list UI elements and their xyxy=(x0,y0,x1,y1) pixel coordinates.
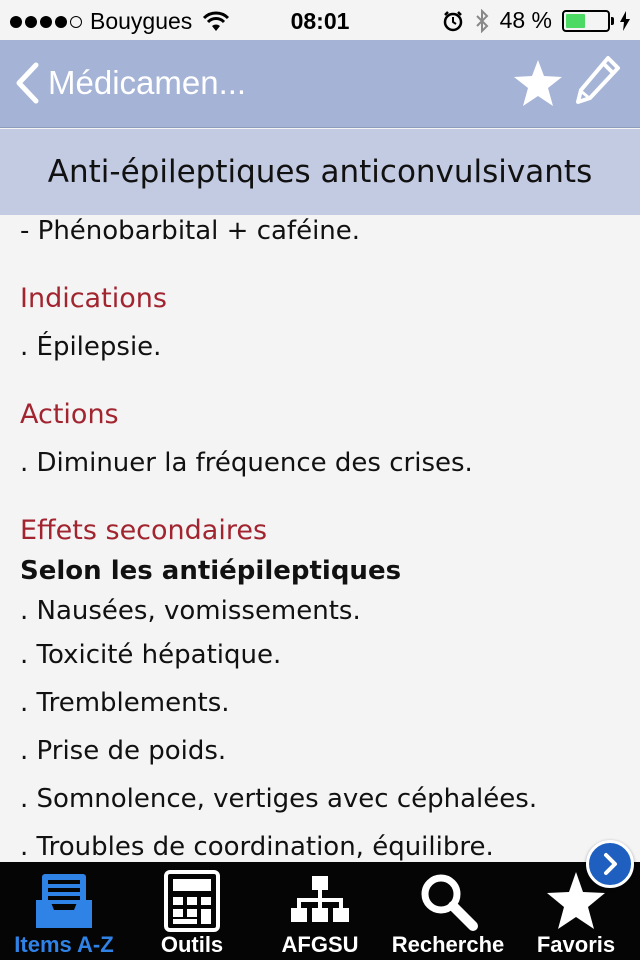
charging-bolt-icon xyxy=(620,11,630,31)
pencil-icon xyxy=(572,54,622,108)
list-item: . Somnolence, vertiges avec céphalées. xyxy=(20,784,538,814)
page-title: Anti-épileptiques anticonvulsivants xyxy=(47,154,593,190)
list-item: . Toxicité hépatique. xyxy=(20,640,282,670)
back-button[interactable] xyxy=(14,58,246,108)
tab-label: Favoris xyxy=(536,932,616,957)
list-item: . Tremblements. xyxy=(20,688,230,718)
chevron-right-icon xyxy=(598,852,622,876)
tab-label: AFGSU xyxy=(281,932,359,957)
edit-button[interactable] xyxy=(572,54,622,112)
tab-afgsu[interactable] xyxy=(256,862,384,960)
section-title-actions: Actions xyxy=(20,399,119,430)
tab-recherche[interactable] xyxy=(384,862,512,960)
status-right xyxy=(442,7,630,34)
page-title-banner xyxy=(0,129,640,215)
tab-outils[interactable] xyxy=(128,862,256,960)
bluetooth-icon xyxy=(474,9,490,33)
star-icon xyxy=(512,58,564,108)
tab-label: Items A-Z xyxy=(14,932,114,957)
inbox-tray-icon xyxy=(32,870,96,932)
carrier-name: Bouygues xyxy=(90,8,193,34)
list-item: . Nausées, vomissements. xyxy=(20,596,361,626)
favorite-button[interactable] xyxy=(512,58,564,112)
status-bar xyxy=(0,0,640,40)
section-title-effects: Effets secondaires xyxy=(20,515,268,546)
magnifier-icon xyxy=(417,870,479,932)
status-time: 08:01 xyxy=(290,8,350,34)
chevron-left-icon xyxy=(14,62,40,104)
battery-icon xyxy=(562,10,610,32)
effects-subheading: Selon les antiépileptiques xyxy=(20,556,402,586)
tab-label: Outils xyxy=(160,932,224,957)
list-item: . Diminuer la fréquence des crises. xyxy=(20,448,473,478)
back-button-label: Médicamen... xyxy=(48,64,247,101)
list-item: . Troubles de coordination, équilibre. xyxy=(20,832,494,862)
battery-level-fill xyxy=(566,14,585,28)
list-item: . Prise de poids. xyxy=(20,736,227,766)
content-body xyxy=(20,215,630,862)
battery-percent: 48 % xyxy=(499,7,552,33)
hierarchy-icon xyxy=(289,870,351,932)
content-area[interactable] xyxy=(0,215,640,862)
next-page-button[interactable] xyxy=(586,840,634,888)
tab-items-a-z[interactable] xyxy=(0,862,128,960)
section-title-indications: Indications xyxy=(20,283,167,314)
alarm-clock-icon xyxy=(442,10,464,32)
list-item: . Épilepsie. xyxy=(20,332,162,362)
drug-line: - Phénobarbital + caféine. xyxy=(20,216,361,246)
calculator-icon xyxy=(162,870,222,932)
tab-bar xyxy=(0,862,640,960)
navigation-bar xyxy=(0,40,640,128)
tab-label: Recherche xyxy=(391,932,505,957)
